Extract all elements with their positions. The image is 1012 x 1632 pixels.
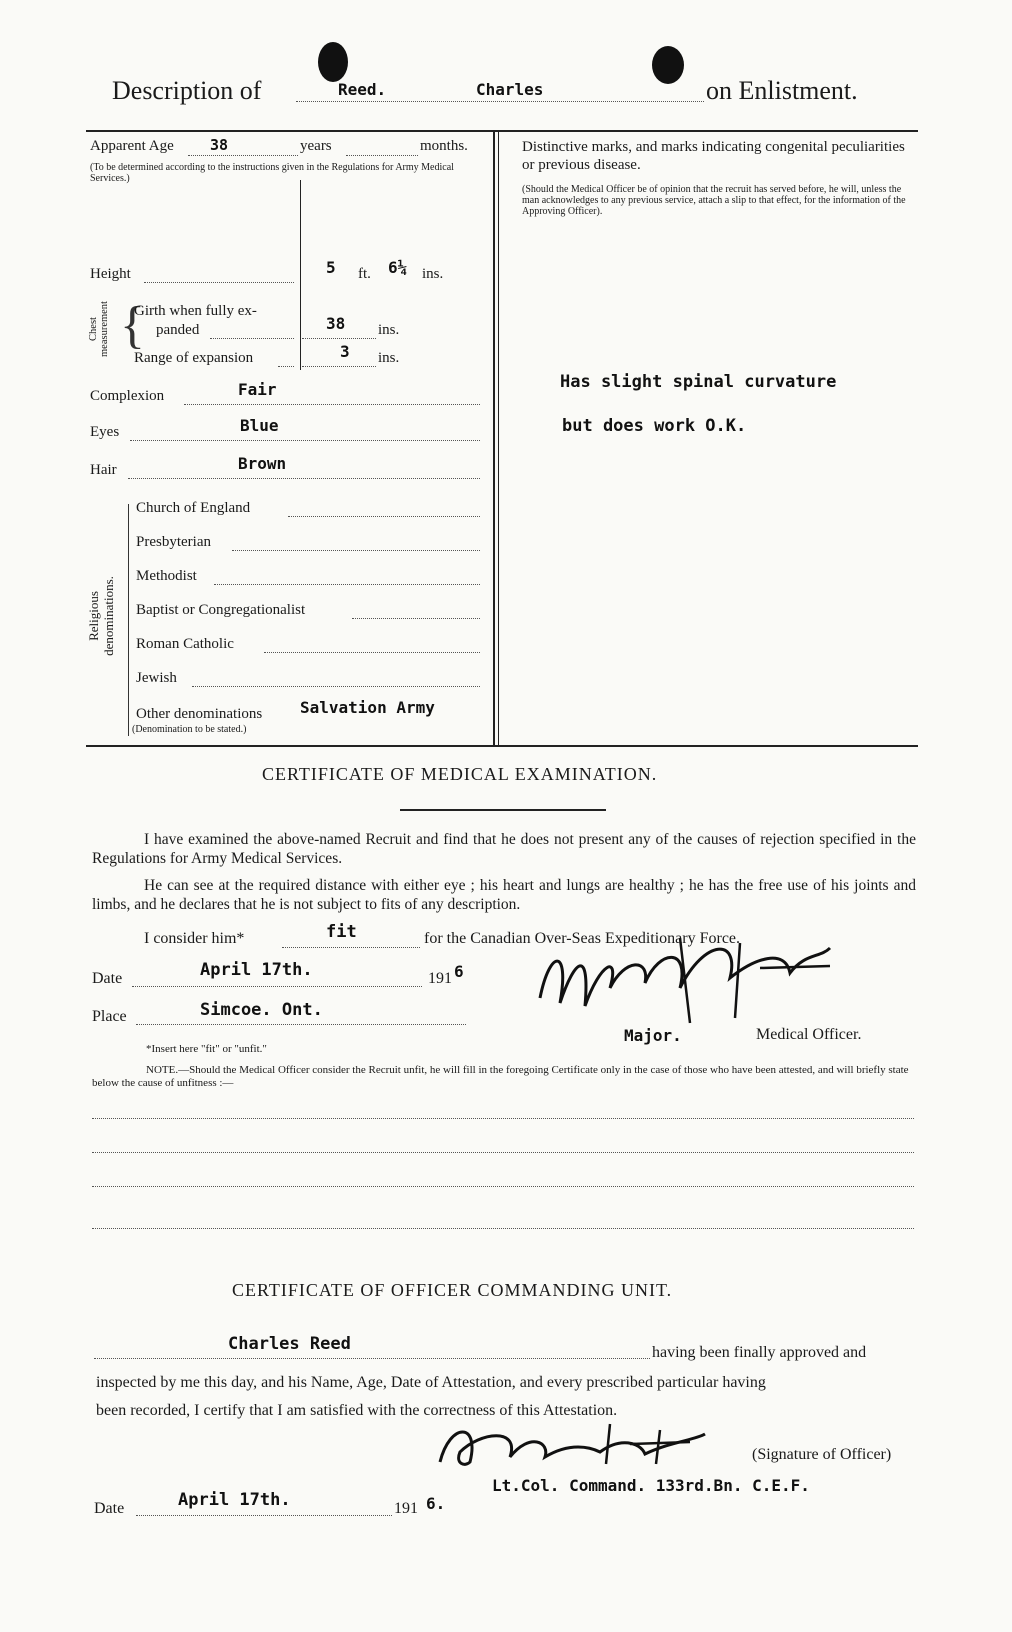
girth-label-1: Girth when fully ex-	[134, 303, 257, 319]
column-divider-2	[498, 130, 499, 746]
range-value: 3	[340, 342, 350, 361]
religion-roman-catholic: Roman Catholic	[136, 636, 234, 652]
medical-paragraph-1: I have examined the above-named Recruit and find that he does not present any of the causes of rejection specified in the Regulations for Army Medical Services.	[92, 831, 916, 867]
complexion-dots	[184, 404, 480, 405]
months-label: months.	[420, 138, 468, 154]
name-dots	[94, 1358, 650, 1359]
range-ins-label: ins.	[378, 350, 400, 366]
age-label: Apparent Age	[90, 138, 174, 154]
commanding-officer-signature	[430, 1412, 760, 1478]
commanding-date-label: Date	[94, 1500, 125, 1517]
girth-value-dots	[302, 338, 376, 339]
commanding-name-value: Charles Reed	[228, 1334, 351, 1354]
hair-value: Brown	[238, 454, 287, 473]
top-rule	[86, 130, 918, 132]
fit-value: fit	[326, 922, 357, 942]
complexion-label: Complexion	[90, 388, 165, 404]
medical-note: NOTE.—Should the Medical Officer consider the Recruit unfit, he will fill in the foregoing Certificate only in the case of those who have been attested, and will briefly state below the cause of unfitness :—	[92, 1064, 909, 1089]
religion-label: Religious denominations.	[86, 576, 116, 656]
age-note: (To be determined according to the instructions given in the Regulations for Army Medical Services.)	[90, 162, 454, 184]
range-dots	[278, 366, 294, 367]
commanding-officer-value: Lt.Col. Command. 133rd.Bn. C.E.F.	[492, 1476, 810, 1495]
consider-label: I consider him*	[144, 930, 245, 947]
height-in-value: 6¼	[388, 258, 408, 277]
religion-baptist: Baptist or Congregationalist	[136, 602, 306, 618]
height-ins-label: ins.	[422, 266, 444, 282]
place-label: Place	[92, 1008, 127, 1025]
header-prefix: Description of	[112, 76, 262, 105]
religion-other-note: (Denomination to be stated.)	[132, 724, 247, 735]
eyes-value: Blue	[240, 416, 279, 435]
height-dots	[144, 282, 294, 283]
commanding-text-2: inspected by me this day, and his Name, Age, Date of Attestation, and every prescribed particular having	[96, 1374, 766, 1391]
religion-other-value: Salvation Army	[300, 698, 435, 717]
column-divider	[493, 130, 495, 746]
distinctive-marks-heading: Distinctive marks, and marks indicating congenital peculiarities or previous disease.	[522, 139, 905, 173]
height-label: Height	[90, 266, 131, 282]
commanding-title: CERTIFICATE OF OFFICER COMMANDING UNIT.	[232, 1280, 673, 1300]
header-dotted-line	[296, 101, 704, 102]
commanding-year-digit: 6.	[426, 1494, 446, 1513]
medical-title: CERTIFICATE OF MEDICAL EXAMINATION.	[262, 764, 658, 784]
fit-dots	[282, 947, 420, 948]
medical-year-prefix: 191	[428, 970, 452, 987]
religion-jewish: Jewish	[136, 670, 177, 686]
remark-line-2: but does work O.K.	[562, 416, 747, 436]
place-dots	[136, 1024, 466, 1025]
medical-date-value: April 17th.	[200, 960, 313, 980]
commanding-date-value: April 17th.	[178, 1490, 291, 1510]
signature-of-officer-label: (Signature of Officer)	[752, 1446, 892, 1463]
age-dots	[188, 155, 298, 156]
unfitness-line-2	[92, 1152, 914, 1153]
months-dots	[346, 155, 418, 156]
range-value-dots	[302, 366, 376, 367]
eyes-dots	[130, 440, 480, 441]
unfitness-line-1	[92, 1118, 914, 1119]
header-surname: Reed.	[338, 80, 387, 99]
distinctive-marks-note: (Should the Medical Officer be of opinion that the recruit has served before, he will, unless the man acknowledges to any previous service, attach a slip to that effect, for the information of the Approving Officer).	[522, 184, 906, 217]
religion-presbyterian: Presbyterian	[136, 534, 211, 550]
remark-line-1: Has slight spinal curvature	[560, 372, 837, 392]
medical-paragraph-2: He can see at the required distance with either eye ; his heart and lungs are healthy ; he has the free use of his joints and limbs, and he declares that he is not subject to fits of any description.	[92, 877, 916, 913]
medical-title-rule	[400, 809, 606, 811]
header-suffix: on Enlistment.	[706, 76, 858, 105]
age-value: 38	[210, 136, 229, 154]
chest-label: Chest measurement	[88, 301, 110, 357]
medical-date-label: Date	[92, 970, 123, 987]
girth-label-2: panded	[156, 322, 200, 338]
height-ft-value: 5	[326, 258, 336, 277]
medical-rank-value: Major.	[624, 1026, 682, 1045]
religion-bracket	[128, 504, 129, 736]
religion-dots-3	[352, 618, 480, 619]
chest-brace: {	[120, 297, 145, 354]
eyes-label: Eyes	[90, 424, 120, 440]
religion-church-of-england: Church of England	[136, 500, 251, 516]
medical-officer-signature	[530, 928, 850, 1032]
complexion-value: Fair	[238, 380, 277, 399]
insert-note: *Insert here "fit" or "unfit."	[146, 1043, 267, 1055]
religion-dots-5	[192, 686, 480, 687]
medical-date-dots	[132, 986, 422, 987]
range-label: Range of expansion	[134, 350, 254, 366]
religion-dots-2	[214, 584, 480, 585]
commanding-text-1: having been finally approved and	[652, 1344, 867, 1361]
religion-dots-4	[264, 652, 480, 653]
inner-vertical-line	[300, 180, 301, 370]
unfitness-line-3	[92, 1186, 914, 1187]
commanding-date-dots	[136, 1515, 392, 1516]
force-label: for the Canadian Over-Seas Expeditionary Force.	[424, 930, 741, 947]
commanding-year-prefix: 191	[394, 1500, 418, 1517]
girth-ins-label: ins.	[378, 322, 400, 338]
ink-blot-left	[318, 42, 348, 82]
girth-dots	[210, 338, 294, 339]
years-label: years	[300, 138, 332, 154]
religion-methodist: Methodist	[136, 568, 197, 584]
religion-dots-0	[288, 516, 480, 517]
ink-blot-right	[652, 46, 684, 84]
hair-dots	[128, 478, 480, 479]
ft-label: ft.	[358, 266, 371, 282]
bottom-rule	[86, 745, 918, 747]
girth-value: 38	[326, 314, 346, 333]
header-given-name: Charles	[476, 80, 544, 99]
unfitness-line-4	[92, 1228, 914, 1229]
medical-officer-label: Medical Officer.	[756, 1026, 862, 1043]
hair-label: Hair	[90, 462, 117, 478]
place-value: Simcoe. Ont.	[200, 1000, 323, 1020]
commanding-text-3: been recorded, I certify that I am satisfied with the correctness of this Attestation.	[96, 1402, 618, 1419]
religion-dots-1	[232, 550, 480, 551]
religion-other: Other denominations	[136, 706, 263, 722]
medical-year-digit: 6	[454, 962, 464, 981]
